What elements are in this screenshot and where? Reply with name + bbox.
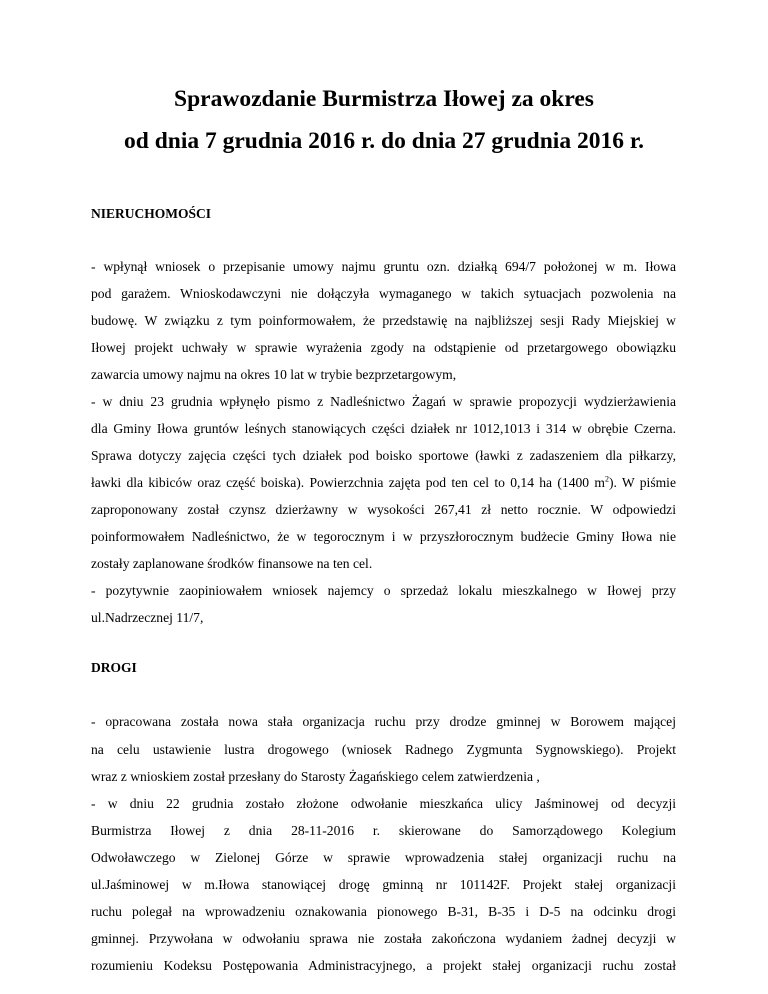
- paragraph-line: zawarcia umowy najmu na okres 10 lat w trybie bezprzetargowym,: [91, 367, 457, 382]
- paragraph-line: wraz z wnioskiem został przesłany do Starosty Żagańskiego celem zatwierdzenia ,: [91, 769, 540, 784]
- paragraph-line: budowę. W związku z tym poinformowałem, że przedstawię na najbliższej sesji Rady Miejskiej w: [91, 313, 676, 328]
- paragraph-text: ). W piśmie: [608, 475, 676, 490]
- paragraph-line: ruchu polegał na wprowadzeniu oznakowania pionowego B-31, B-35 i D-5 na odcinku drogi: [91, 904, 676, 919]
- paragraph-line: na celu ustawienie lustra drogowego (wniosek Radnego Zygmunta Sygnowskiego). Projekt: [91, 742, 676, 757]
- paragraph-line: poinformowałem Nadleśnictwo, że w tegorocznym i w przyszłorocznym budżecie Gminy Iłowa nie: [91, 529, 676, 544]
- paragraph-line-with-superscript: [91, 475, 676, 491]
- superscript: 2: [604, 474, 609, 484]
- section-heading-nieruchomosci: NIERUCHOMOŚCI: [91, 206, 212, 221]
- document-title-line-1: Sprawozdanie Burmistrza Iłowej za okres: [174, 86, 594, 112]
- paragraph-line: - w dniu 23 grudnia wpłynęło pismo z Nadleśnictwo Żagań w sprawie propozycji wydzierżawienia: [91, 394, 676, 409]
- paragraph-line: gminnej. Przywołana w odwołaniu sprawa nie została zakończona wydaniem żadnej decyzji w: [91, 931, 676, 946]
- paragraph-line: dla Gminy Iłowa gruntów leśnych stanowiących części działek nr 1012,1013 i 314 w obrębie Czerna.: [91, 421, 676, 436]
- paragraph-text: ławki dla kibiców oraz część boiska). Powierzchnia zajęta pod ten cel to 0,14 ha (1400 m: [91, 475, 605, 490]
- paragraph-line: pod garażem. Wnioskodawczyni nie dołączyła wymaganego w takich sytuacjach pozwolenia na: [91, 286, 676, 301]
- paragraph-line: - pozytywnie zaopiniowałem wniosek najemcy o sprzedaż lokalu mieszkalnego w Iłowej przy: [91, 583, 676, 598]
- paragraph-line: zaproponowany został czynsz dzierżawny w wysokości 267,41 zł netto rocznie. W odpowiedzi: [91, 502, 676, 517]
- paragraph-line: rozumieniu Kodeksu Postępowania Administracyjnego, a projekt stałej organizacji ruchu został: [91, 958, 676, 973]
- paragraph-line: Sprawa dotyczy zajęcia części tych działek pod boisko sportowe (ławki z zadaszeniem dla piłkarzy,: [91, 448, 676, 463]
- paragraph-line: zostały zaplanowane środków finansowe na ten cel.: [91, 556, 373, 571]
- paragraph-line: ul.Jaśminowej w m.Iłowa stanowiącej drogę gminną nr 101142F. Projekt stałej organizacji: [91, 877, 676, 892]
- paragraph-line: Odwoławczego w Zielonej Górze w sprawie wprowadzenia stałej organizacji ruchu na: [91, 850, 676, 865]
- paragraph-line: - opracowana została nowa stała organizacja ruchu przy drodze gminnej w Borowem mającej: [91, 714, 676, 729]
- paragraph-line: - w dniu 22 grudnia zostało złożone odwołanie mieszkańca ulicy Jaśminowej od decyzji: [91, 796, 676, 811]
- paragraph-line: ul.Nadrzecznej 11/7,: [91, 610, 204, 625]
- document-title-line-2: od dnia 7 grudnia 2016 r. do dnia 27 grudnia 2016 r.: [124, 128, 644, 154]
- paragraph-line: Iłowej projekt uchwały w sprawie wyrażenia zgody na odstąpienie od przetargowego obowiązku: [91, 340, 676, 355]
- section-heading-drogi: DROGI: [91, 660, 137, 675]
- paragraph-line: Burmistrza Iłowej z dnia 28-11-2016 r. skierowane do Samorządowego Kolegium: [91, 823, 676, 838]
- paragraph-line: - wpłynął wniosek o przepisanie umowy najmu gruntu ozn. działką 694/7 położonej w m. Iłowa: [91, 259, 676, 274]
